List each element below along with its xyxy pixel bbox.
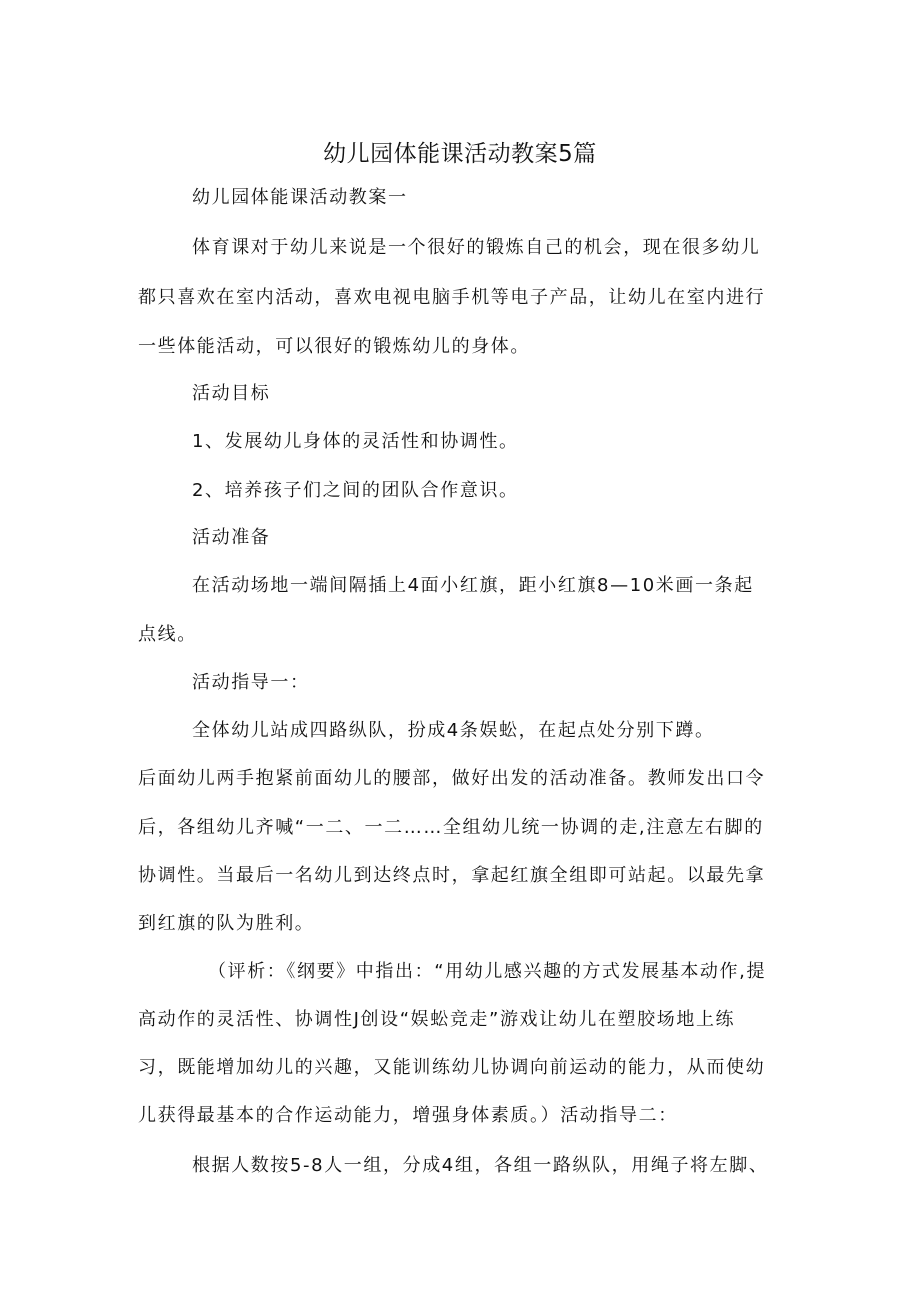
subheading: 活动目标 [192,383,271,404]
subheading: 活动准备 [192,527,271,548]
list-item: 1、发展幼儿身体的灵活性和协调性。 [192,431,519,452]
document-title: 幼儿园体能课活动教案5篇 [323,141,597,167]
paragraph-line: 高动作的灵活性、协调性J创设“娱蚣竞走”游戏让幼儿在塑胶场地上练 [138,1009,736,1030]
paragraph-line: 后，各组幼儿齐喊“一二、一二……全组幼儿统一协调的走,注意左右脚的 [138,817,764,838]
paragraph-line: 都只喜欢在室内活动，喜欢电视电脑手机等电子产品，让幼儿在室内进行 [138,287,766,308]
list-item: 2、培养孩子们之间的团队合作意识。 [192,480,519,501]
paragraph-line: 根据人数按5-8人一组，分成4组，各组一路纵队，用绳子将左脚、 [192,1155,769,1176]
paragraph-line: 一些体能活动，可以很好的锻炼幼儿的身体。 [138,336,530,357]
paragraph-line: 在活动场地一端间隔插上4面小红旗，距小红旗8—10米画一条起 [192,575,754,596]
paragraph-line: 儿获得最基本的合作运动能力，增强身体素质。）活动指导二： [138,1105,678,1126]
paragraph-line: 后面幼儿两手抱紧前面幼儿的腰部，做好出发的活动准备。教师发出口令 [138,768,766,789]
paragraph-line: 全体幼儿站成四路纵队，扮成4条娱蚣，在起点处分别下蹲。 [192,720,715,741]
paragraph-line: 到红旗的队为胜利。 [138,913,315,934]
subheading: 活动指导一： [192,672,310,693]
paragraph-line: 体育课对于幼儿来说是一个很好的锻炼自己的机会，现在很多幼儿 [192,237,761,258]
paragraph-line: 协调性。当最后一名幼儿到达终点时，拿起红旗全组即可站起。以最先拿 [138,865,766,886]
paragraph-line: （评析：《纲要》中指出：“用幼儿感兴趣的方式发展基本动作,提 [208,961,767,982]
section-heading: 幼儿园体能课活动教案一 [192,187,408,208]
paragraph-line: 点线。 [138,624,197,645]
paragraph-line: 习，既能增加幼儿的兴趣，又能训练幼儿协调向前运动的能力，从而使幼 [138,1057,766,1078]
